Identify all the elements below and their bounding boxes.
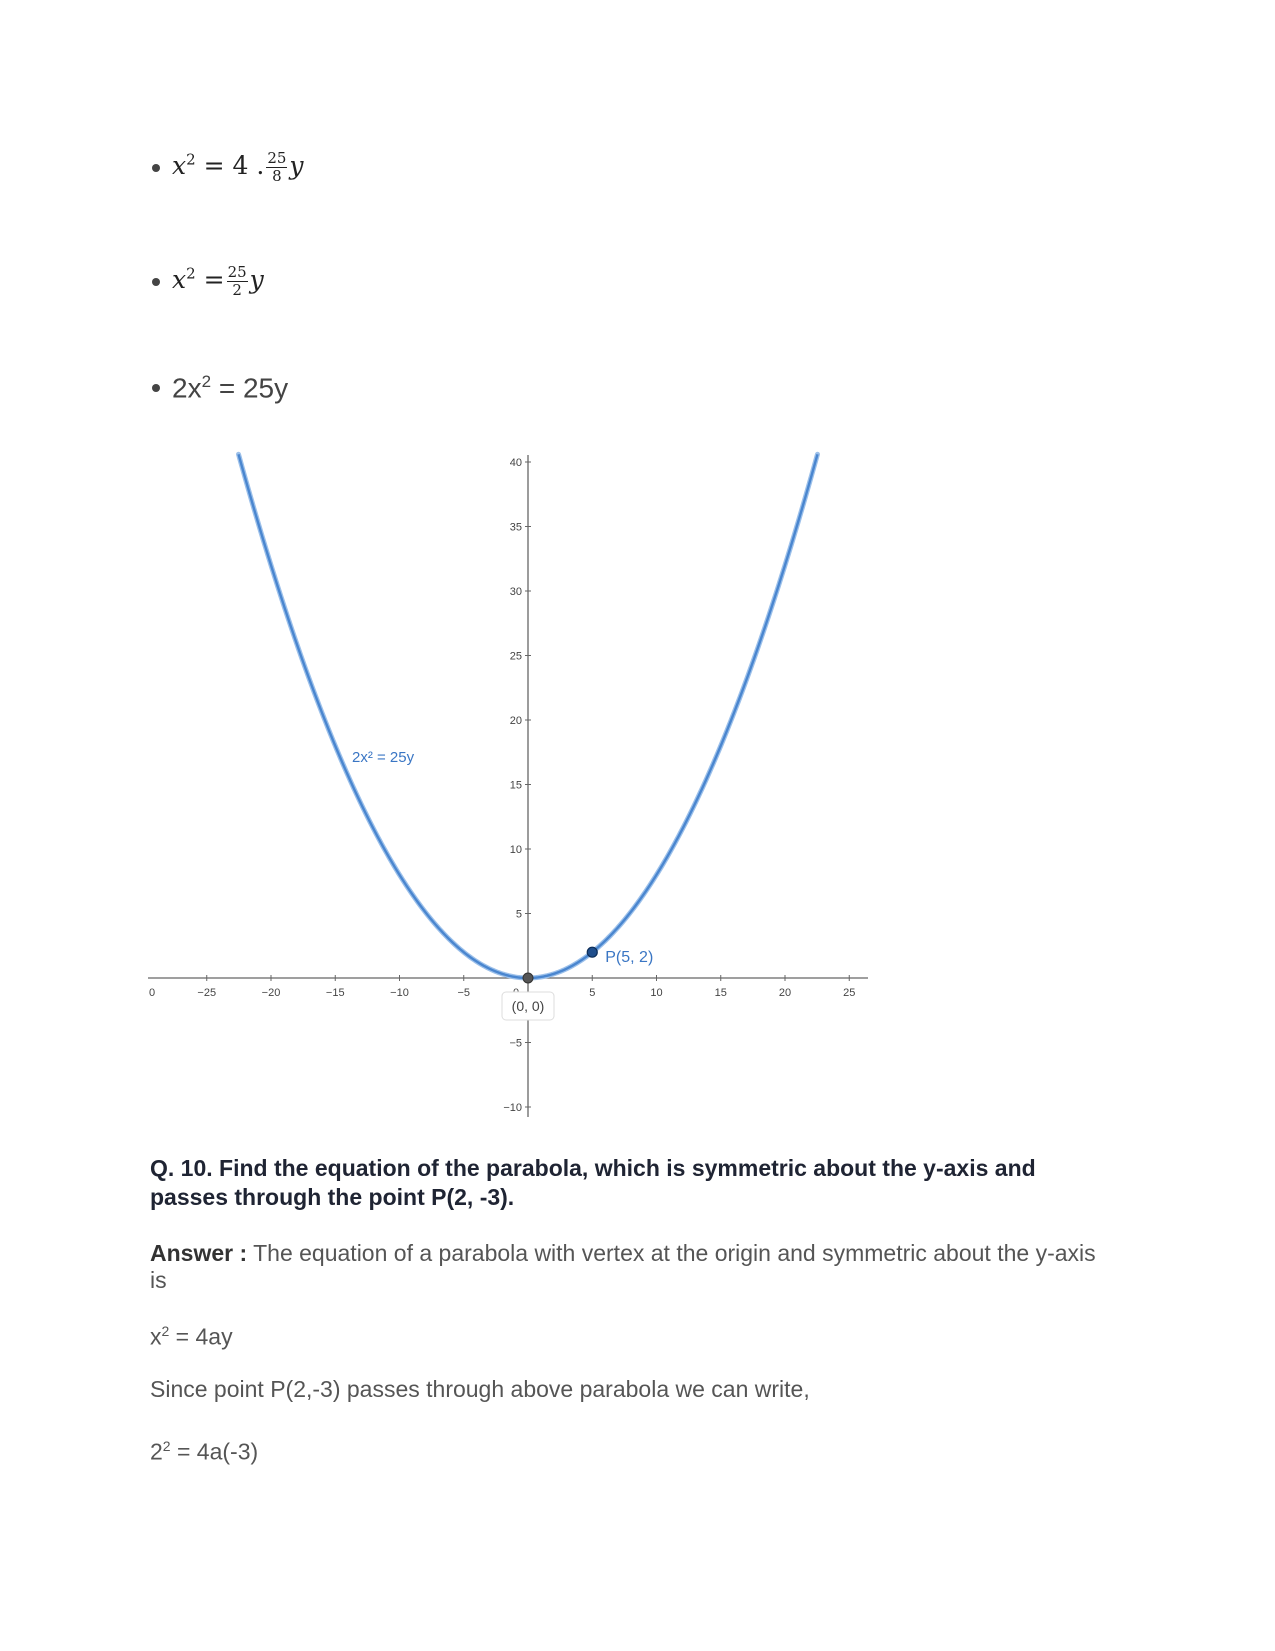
y-tick-label: −5 — [509, 1037, 522, 1050]
y-tick-label: −10 — [503, 1102, 522, 1114]
answer-intro: The equation of a parabola with vertex at the origin and symmetric about the y-axis is — [150, 1240, 1096, 1293]
curve-label: 2x² = 25y — [352, 749, 415, 766]
equation-3: $2x^2 = 25y$ — [172, 372, 289, 404]
y-tick-label: 30 — [509, 586, 522, 598]
y-tick-label: 5 — [515, 908, 522, 921]
x-tick-label: −5 — [457, 987, 471, 999]
question-text: Q. 10. Find the equation of the parabola, which is symmetric about the y-axis and passes through the point P(2, -3). — [150, 1155, 1036, 1210]
x-tick-label: −10 — [390, 987, 409, 999]
x-tick-label: 0 — [148, 987, 156, 999]
origin-label: (0, 0) — [511, 998, 545, 1014]
x-tick-label: 15 — [714, 987, 727, 999]
y-tick-label: 20 — [509, 715, 522, 727]
y-tick-label: 15 — [509, 779, 522, 792]
origin-point — [523, 973, 533, 983]
answer-equation-2: $2^2 = 4a(-3)$ — [150, 1438, 259, 1465]
equation-2: $x^2$ = $\frac{25}{2}$ y — [172, 263, 264, 299]
y-tick-label: 40 — [509, 457, 522, 469]
answer-equation-1: $x^2 = 4ay$ — [150, 1323, 233, 1350]
answer-line-2: Since point P(2,-3) passes through above parabola we can write, — [150, 1376, 810, 1402]
y-tick-label: 10 — [509, 844, 522, 856]
x-tick-label: 5 — [589, 987, 596, 999]
x-tick-label: 10 — [650, 987, 663, 999]
x-tick-label: −15 — [325, 987, 345, 999]
answer-label: Answer : — [150, 1240, 248, 1266]
x-tick-label: 25 — [843, 987, 856, 999]
x-tick-label: −20 — [261, 987, 281, 999]
x-tick-label: −25 — [197, 987, 217, 999]
y-tick-label: 25 — [509, 650, 522, 663]
point-p-label: P(5, 2) — [605, 949, 654, 967]
x-tick-label: 20 — [778, 987, 792, 999]
y-tick-label: 35 — [509, 521, 522, 534]
point-p — [587, 947, 597, 957]
answer-paragraph — [150, 1240, 1110, 1294]
equation-1: $x^2 = 4$ . $\frac{25}{8}$ y — [172, 149, 304, 185]
